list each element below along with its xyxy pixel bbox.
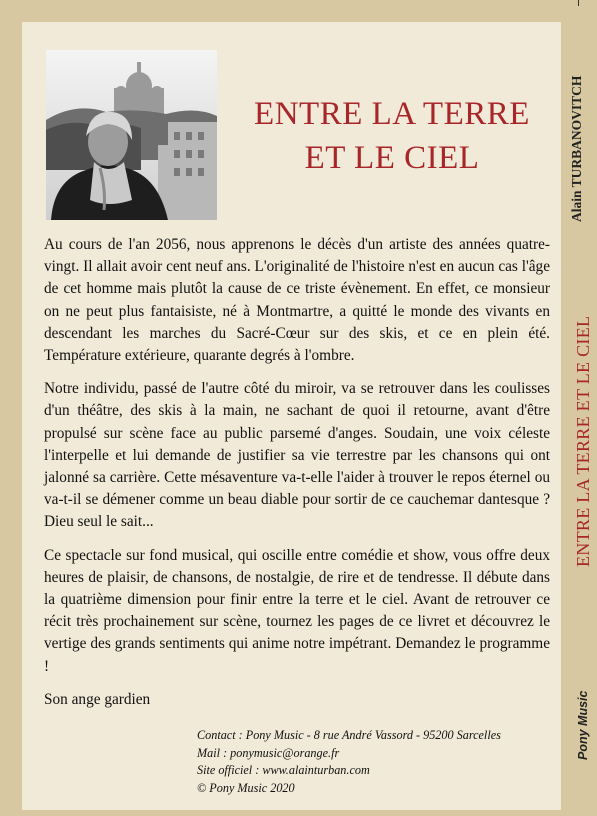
contact-website: Site officiel : www.alainturban.com	[197, 763, 370, 777]
contact-email: Mail : ponymusic@orange.fr	[197, 745, 340, 760]
spine-title: ENTRE LA TERRE ET LE CIEL	[573, 315, 593, 567]
book-title-line2: ET LE CIEL	[304, 140, 480, 176]
back-cover-panel	[22, 22, 561, 810]
spine-publisher: Pony Music	[576, 690, 590, 760]
synopsis-paragraph-1: Au cours de l'an 2056, nous apprenons le décès d'un artiste des années quatre-vingt. Il allait avoir cent neuf ans. L'originalité de l'histoire n'est en aucun cas l'âge de cet homme mais plutôt la cause de ce triste évènement. En effet, ce monsieur on ne peut plus fantaisiste, né à Montmartre, a quitté le monde des vivants en descendant les marches du Sacré-Cœur sur des skis, et ce en plein été. Température extérieure, quarante degrés à l'ombre.	[44, 236, 550, 365]
signature: Son ange gardien	[44, 690, 151, 708]
synopsis-paragraph-3: Ce spectacle sur fond musical, qui oscille entre comédie et show, vous offre deux heures de plaisir, de chansons, de nostalgie, de rire et de tendresse. Il débute dans la quatrième dimension pour finir entre la terre et le ciel. Avant de retrouver ce récit très prochainement sur scène, tournez les pages de ce livret et découvrez le vertige des grands sentiments qui anime notre impétrant. Demandez le programme !	[44, 546, 550, 675]
author-photo	[46, 50, 217, 220]
spine-author: Alain TURBANOVITCH	[569, 75, 584, 222]
synopsis-paragraph-2: Notre individu, passé de l'autre côté du miroir, va se retrouver dans les coulisses d'un théâtre, des skis à la main, ne sachant de quoi il retourne, avant d'être propulsé sur scène face au public parsemé d'anges. Soudain, une voix céleste l'interpelle et lui demande de justifier sa vie terrestre par les chansons qui ont jalonné sa carrière. Cette mésaventure va-t-elle l'aider à trouver le repos éternel ou va-t-il se démener comme un beau diable pour sortir de ce cauchemar dantesque ? Dieu seul le sait...	[44, 380, 550, 531]
book-title-line1: ENTRE LA TERRE	[254, 96, 530, 132]
synopsis	[44, 234, 550, 722]
copyright: © Pony Music 2020	[197, 780, 295, 795]
book-title	[232, 92, 552, 180]
contact-address: Contact : Pony Music - 8 rue André Vassord - 95200 Sarcelles	[197, 728, 501, 742]
contact-block	[197, 727, 557, 797]
